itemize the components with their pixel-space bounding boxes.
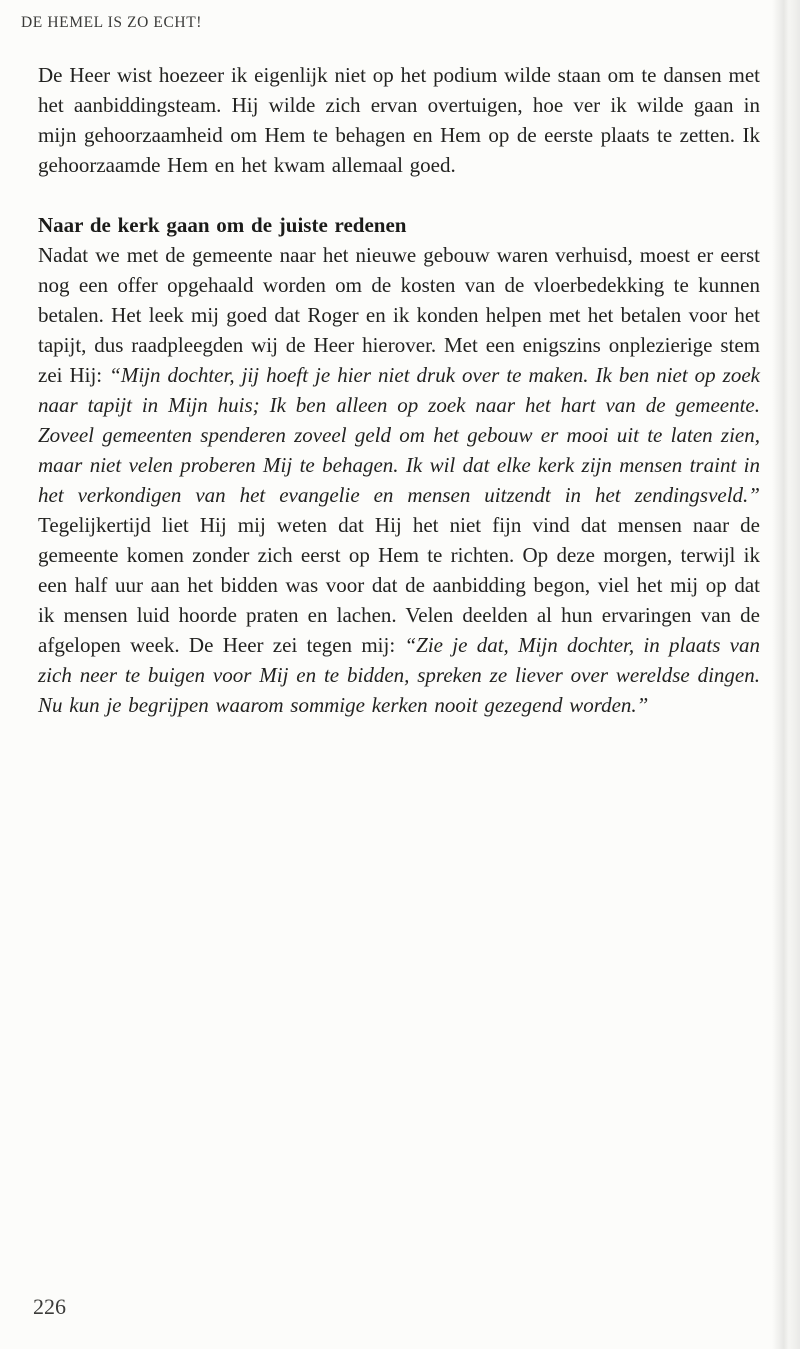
paragraph: De Heer wist hoezeer ik eigenlijk niet op het podium wilde staan om te dansen met het aanbiddingsteam. Hij wilde zich ervan overtuigen, hoe ver ik wilde gaan in mijn gehoorzaamheid om Hem te behagen en Hem op de eerste plaats te zetten. Ik gehoorzaamde Hem en het kwam allemaal goed. — [38, 63, 760, 177]
section-heading: Naar de kerk gaan om de juiste redenen — [38, 213, 407, 237]
page-edge-shadow — [772, 0, 800, 1349]
body-text-block — [38, 60, 760, 720]
text-segment-roman: Nadat we met de gemeente naar het nieuwe gebouw waren verhuisd, moest er eerst nog een offer opgehaald worden om de kosten van de vloerbedekking te kunnen betalen. Het leek mij goed dat Roger en ik konden helpen met het betalen voor het tapijt, dus raadpleegden wij de Heer hierover. Met een enigszins onplezierige stem zei Hij: — [38, 243, 760, 387]
text-segment-italic: “Mijn dochter, jij hoeft je hier niet druk over te maken. Ik ben niet op zoek naar tapijt in Mijn huis; Ik ben alleen op zoek naar het hart van de gemeente. Zoveel gemeenten spenderen zoveel geld om het gebouw er mooi uit te laten zien, maar niet velen proberen Mij te behagen. Ik wil dat elke kerk zijn mensen traint in het verkondigen van het evangelie en mensen uitzendt in het zendingsveld.” — [38, 363, 760, 507]
text-segment-italic: “Zie je dat, Mijn dochter, in plaats van zich neer te buigen voor Mij en te bidden, spreken ze liever over wereldse dingen. Nu kun je begrijpen waarom sommige kerken nooit gezegend worden.” — [38, 633, 760, 717]
text-segment-roman: Tegelijkertijd liet Hij mij weten dat Hij het niet fijn vind dat mensen naar de gemeente komen zonder zich eerst op Hem te richten. Op deze morgen, terwijl ik een half uur aan het bidden was voor dat de aanbidding begon, viel het mij op dat ik mensen luid hoorde praten en lachen. Velen deelden al hun ervaringen van de afgelopen week. De Heer zei tegen mij: — [38, 513, 760, 657]
page-number: 226 — [33, 1294, 66, 1319]
paragraph — [38, 240, 760, 720]
running-header: DE HEMEL IS ZO ECHT! — [21, 14, 203, 31]
